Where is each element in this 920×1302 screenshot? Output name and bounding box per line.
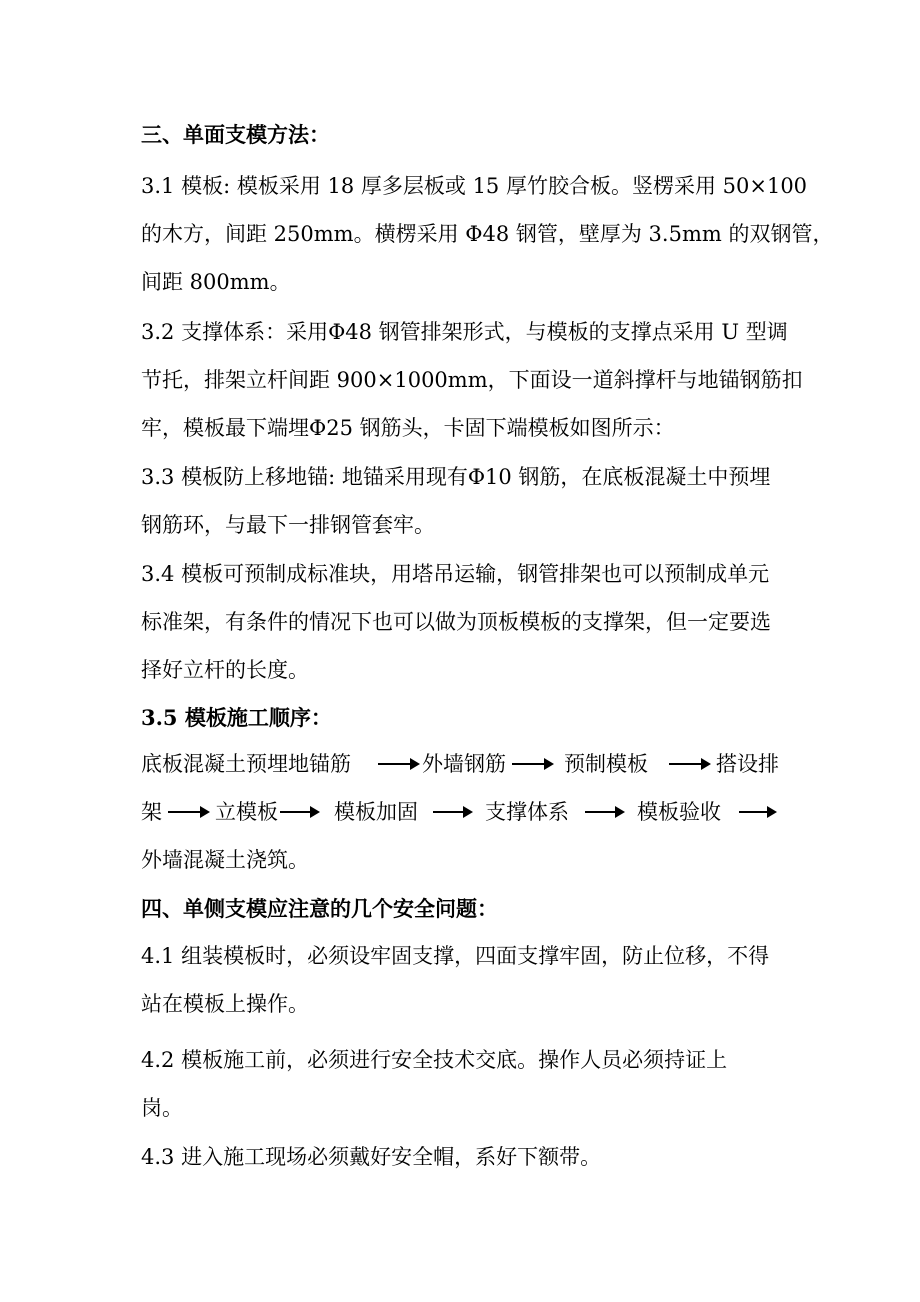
flow-step-5: 立模板 (215, 800, 278, 824)
arrow-right-icon (585, 811, 623, 813)
paragraph-3-4-line-3: 择好立杆的长度。 (141, 658, 309, 682)
process-flow-row-1 (141, 750, 781, 778)
arrow-right-icon (168, 811, 208, 813)
paragraph-3-2-line-1: 3.2 支撑体系：采用Φ48 钢管排架形式，与模板的支撑点采用 U 型调 (141, 320, 788, 344)
flow-step-6: 模板加固 (334, 800, 418, 824)
section-3-heading: 三、单面支模方法： (141, 122, 330, 147)
flow-step-9: 外墙混凝土浇筑。 (141, 848, 309, 872)
paragraph-4-1-line-2: 站在模板上操作。 (141, 992, 309, 1016)
section-3-5-heading: 3.5 模板施工顺序： (141, 705, 332, 730)
paragraph-3-2-line-3: 牢，模板最下端埋Φ25 钢筋头，卡固下端模板如图所示： (141, 416, 675, 440)
arrow-right-icon (280, 811, 318, 813)
section-4-heading: 四、单侧支模应注意的几个安全问题： (141, 896, 498, 921)
paragraph-4-2-line-2: 岗。 (141, 1096, 183, 1120)
paragraph-3-1-line-2: 的木方，间距 250mm。横楞采用 Φ48 钢管，壁厚为 3.5mm 的双钢管， (141, 222, 834, 246)
flow-step-3: 预制模板 (564, 752, 648, 776)
paragraph-3-3-line-1: 3.3 模板防上移地锚: 地锚采用现有Φ10 钢筋，在底板混凝土中预埋 (141, 465, 771, 489)
arrow-right-icon (433, 811, 471, 813)
paragraph-4-3-line-1: 4.3 进入施工现场必须戴好安全帽，系好下额带。 (141, 1145, 602, 1169)
flow-step-8: 模板验收 (637, 800, 721, 824)
flow-step-2: 外墙钢筋 (422, 752, 506, 776)
arrow-right-icon (739, 811, 775, 813)
paragraph-3-1-line-3: 间距 800mm。 (141, 270, 291, 294)
paragraph-3-4-line-2: 标准架，有条件的情况下也可以做为顶板模板的支撑架，但一定要选 (141, 610, 771, 634)
paragraph-3-4-line-1: 3.4 模板可预制成标准块，用塔吊运输，钢管排架也可以预制成单元 (141, 562, 770, 586)
paragraph-3-2-line-2: 节托，排架立杆间距 900×1000mm，下面设一道斜撑杆与地锚钢筋扣 (141, 368, 803, 392)
paragraph-4-2-line-1: 4.2 模板施工前，必须进行安全技术交底。操作人员必须持证上 (141, 1048, 728, 1072)
paragraph-4-1-line-1: 4.1 组装模板时，必须设牢固支撑，四面支撑牢固，防止位移，不得 (141, 944, 770, 968)
flow-step-4-part-2: 架 (141, 800, 162, 824)
arrow-right-icon (669, 763, 709, 765)
paragraph-3-1-line-1: 3.1 模板: 模板采用 18 厚多层板或 15 厚竹胶合板。竖楞采用 50×100 (141, 174, 808, 198)
flow-step-1: 底板混凝土预埋地锚筋 (141, 752, 351, 776)
process-flow-row-2 (141, 798, 781, 826)
flow-step-7: 支撑体系 (485, 800, 569, 824)
arrow-right-icon (512, 763, 552, 765)
arrow-right-icon (378, 763, 418, 765)
paragraph-3-3-line-2: 钢筋环，与最下一排钢管套牢。 (141, 513, 435, 537)
flow-step-4-part-1: 搭设排 (716, 752, 779, 776)
